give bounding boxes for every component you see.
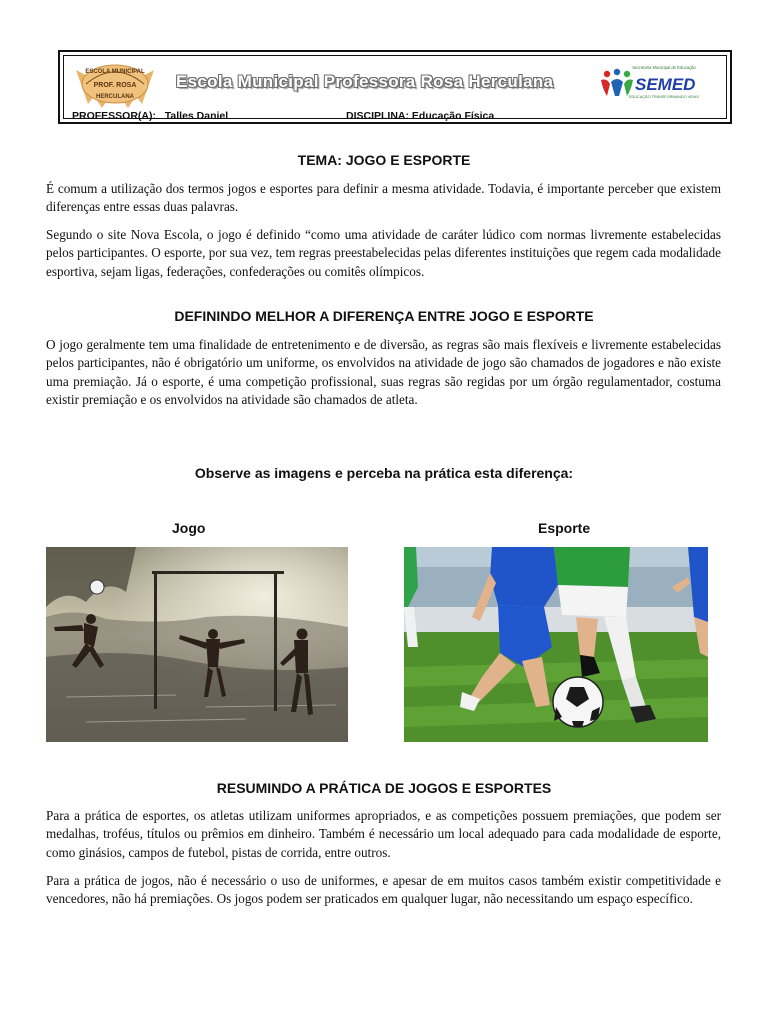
professor-label: PROFESSOR(A): [72, 110, 156, 122]
semed-wordmark: SEMED [635, 75, 696, 94]
semed-logo [598, 60, 702, 108]
school-name: Escola Municipal Professora Rosa Herculana [176, 72, 554, 91]
defining-title: DEFININDO MELHOR A DIFERENÇA ENTRE JOGO E ESPORTE [174, 308, 594, 324]
school-logo-line-1: ESCOLA MUNICIPAL [85, 69, 145, 75]
intro-paragraph-1: É comum a utilização dos termos jogos e esportes para definir a mesma atividade. Todavia, é importante perceber que existem diferenças entre essas duas palavras. [46, 181, 721, 215]
discipline-row [346, 110, 494, 122]
semed-bottom-text: EDUCAÇÃO TRANSFORMANDO VIDAS [629, 95, 699, 99]
discipline-label: DISCIPLINA: [346, 110, 409, 122]
jogo-label: Jogo [172, 520, 206, 536]
esporte-label: Esporte [538, 520, 591, 536]
jogo-photo [46, 547, 348, 742]
discipline-name: Educação Física [411, 110, 495, 122]
professor-row [72, 110, 228, 122]
school-logo-line-2: PROF. ROSA [93, 82, 137, 89]
intro-paragraph-2: Segundo o site Nova Escola, o jogo é definido “como uma atividade de caráter lúdico com normas livremente estabelecidas pelos participantes. O esporte, por sua vez, tem regras preestabelecidas pelas diferentes instituições que regem cada modalidade esportiva, sejam ligas, federações, confederações ou comitês olímpicos. [46, 227, 721, 279]
defining-paragraph: O jogo geralmente tem uma finalidade de entretenimento e de diversão, as regras são mais flexíveis e livremente estabelecidas pelos participantes, não é obrigatório um uniforme, os envolvidos na atividade de jogo são chamados de jogadores e não existe uma premiação. Já o esporte, é uma competição profissional, suas regras são regidas por um órgão regulamentador, costuma existir premiação e os envolvidos na atividade são chamados de atleta. [46, 337, 721, 407]
tema-title: TEMA: JOGO E ESPORTE [297, 152, 471, 168]
summary-paragraph-2: Para a prática de jogos, não é necessário o uso de uniformes, e apesar de em muitos casos também existir competitividade e vencedores, não há premiações. Os jogos podem ser praticados em qualquer lugar, não necessitando um espaço específico. [46, 873, 721, 907]
observe-title: Observe as imagens e perceba na prática esta diferença: [194, 465, 574, 481]
semed-top-text: Secretaria Municipal de Educação [632, 65, 696, 70]
document-header [58, 50, 732, 124]
soccer-ball-icon [553, 677, 603, 727]
school-logo-line-3: HERCULANA [96, 94, 134, 100]
esporte-photo [404, 547, 708, 742]
school-logo [74, 60, 156, 112]
summary-paragraph-1: Para a prática de esportes, os atletas utilizam uniformes apropriados, e as competições possuem premiações, que podem ser medalhas, troféus, títulos ou prêmios em dinheiro. Também é necessário um local adequado para cada modalidade de esporte, como ginásios, campos de futebol, pistas de corrida, entre outros. [46, 808, 721, 860]
summary-title: RESUMINDO A PRÁTICA DE JOGOS E ESPORTES [216, 780, 552, 796]
header-inner-border [63, 55, 727, 122]
professor-name: Talles Daniel [164, 110, 229, 122]
